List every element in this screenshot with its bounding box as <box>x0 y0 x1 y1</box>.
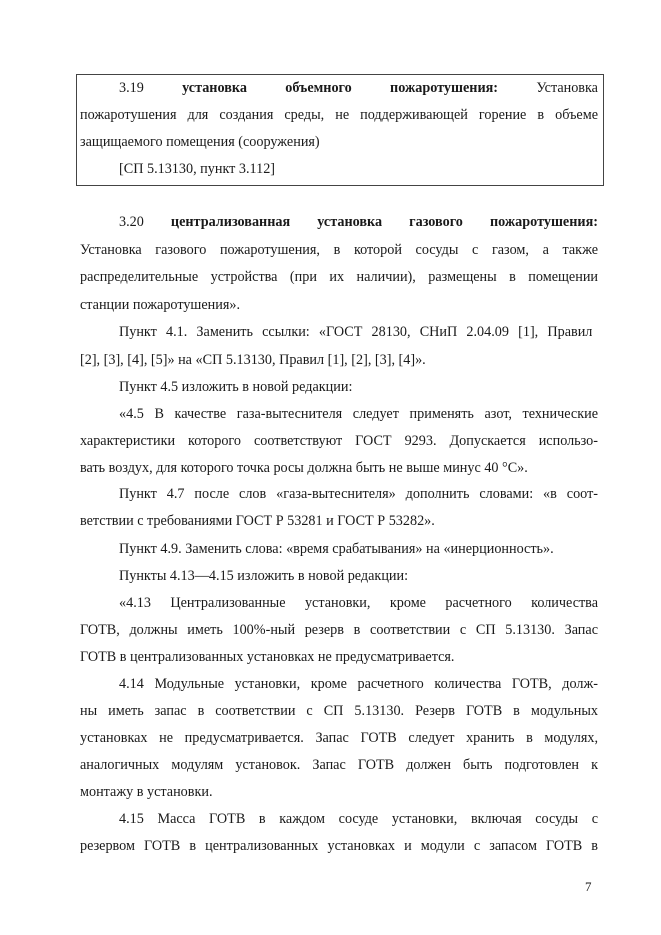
item-4-7-line-2: ветствии с требованиями ГОСТ Р 53281 и ГОСТ Р 53282». <box>80 513 435 529</box>
term-word: газового <box>409 214 463 230</box>
clause-4-14-line-5: монтажу в установки. <box>80 784 213 800</box>
clause-4-14-line-3: установках не предусматривается. Запас ГОТВ следует хранить в модулях, <box>80 730 598 746</box>
clause-4-15-line-2: резервом ГОТВ в централизованных установках и модули с запасом ГОТВ в <box>80 838 598 854</box>
clause-4-13-line-1: «4.13 Централизованные установки, кроме расчетного количества <box>119 595 598 611</box>
clause-4-14-line-2: ны иметь запас в соответствии с СП 5.13130. Резерв ГОТВ в модульных <box>80 703 598 719</box>
clause-3-19-line-3: защищаемого помещения (сооружения) <box>80 134 320 150</box>
clause-3-20-line-3: распределительные устройства (при их наличии), размещены в помещении <box>80 269 598 285</box>
clause-3-19-reference: [СП 5.13130, пункт 3.112] <box>119 161 276 177</box>
clause-3-20-line-2: Установка газового пожаротушения, в которой сосуды с газом, а также <box>80 242 598 258</box>
clause-number: 3.19 <box>119 80 144 96</box>
item-4-7-line-1: Пункт 4.7 после слов «газа-вытеснителя» дополнить словами: «в соот- <box>119 486 598 502</box>
clause-4-13-line-2: ГОТВ, должны иметь 100%-ный резерв в соответствии с СП 5.13130. Запас <box>80 622 598 638</box>
term-word: пожаротушения: <box>390 80 499 96</box>
clause-4-14-line-4: аналогичных модулям установок. Запас ГОТВ должен быть подготовлен к <box>80 757 598 773</box>
items-4-13-15-intro: Пункты 4.13—4.15 изложить в новой редакции: <box>119 568 409 584</box>
definition-word: Установка <box>536 80 598 96</box>
item-4-9-line-1: Пункт 4.9. Заменить слова: «время срабатывания» на «инерционность». <box>119 541 554 557</box>
term-word: пожаротушения: <box>489 214 598 230</box>
clause-3-19-line-1 <box>80 78 598 98</box>
item-4-5-line-1: Пункт 4.5 изложить в новой редакции: <box>119 379 353 395</box>
clause-3-19-line-2: пожаротушения для создания среды, не поддерживающей горение в объеме <box>80 107 598 123</box>
page-number: 7 <box>585 879 592 894</box>
clause-4-13-line-3: ГОТВ в централизованных установках не предусматривается. <box>80 649 455 665</box>
item-4-5-line-4: вать воздух, для которого точка росы должна быть не выше минус 40 °С». <box>80 460 528 476</box>
term-word: установка <box>182 80 247 96</box>
clause-4-14-line-1: 4.14 Модульные установки, кроме расчетного количества ГОТВ, долж- <box>119 676 598 692</box>
term-word: централизованная <box>170 214 291 230</box>
clause-3-20-line-4: станции пожаротушения». <box>80 297 240 313</box>
clause-3-20-line-1 <box>80 212 598 232</box>
term-word: установка <box>317 214 383 230</box>
clause-number: 3.20 <box>119 214 144 230</box>
term-word: объемного <box>285 80 352 96</box>
item-4-5-line-3: характеристики которого соответствуют ГОСТ 9293. Допускается использо- <box>80 433 598 449</box>
item-4-1-line-1: Пункт 4.1. Заменить ссылки: «ГОСТ 28130, СНиП 2.04.09 [1], Правил <box>119 324 593 340</box>
item-4-5-line-2: «4.5 В качестве газа-вытеснителя следует применять азот, технические <box>119 406 598 422</box>
clause-4-15-line-1: 4.15 Масса ГОТВ в каждом сосуде установки, включая сосуды с <box>119 811 598 827</box>
item-4-1-line-2: [2], [3], [4], [5]» на «СП 5.13130, Правил [1], [2], [3], [4]». <box>80 352 426 368</box>
